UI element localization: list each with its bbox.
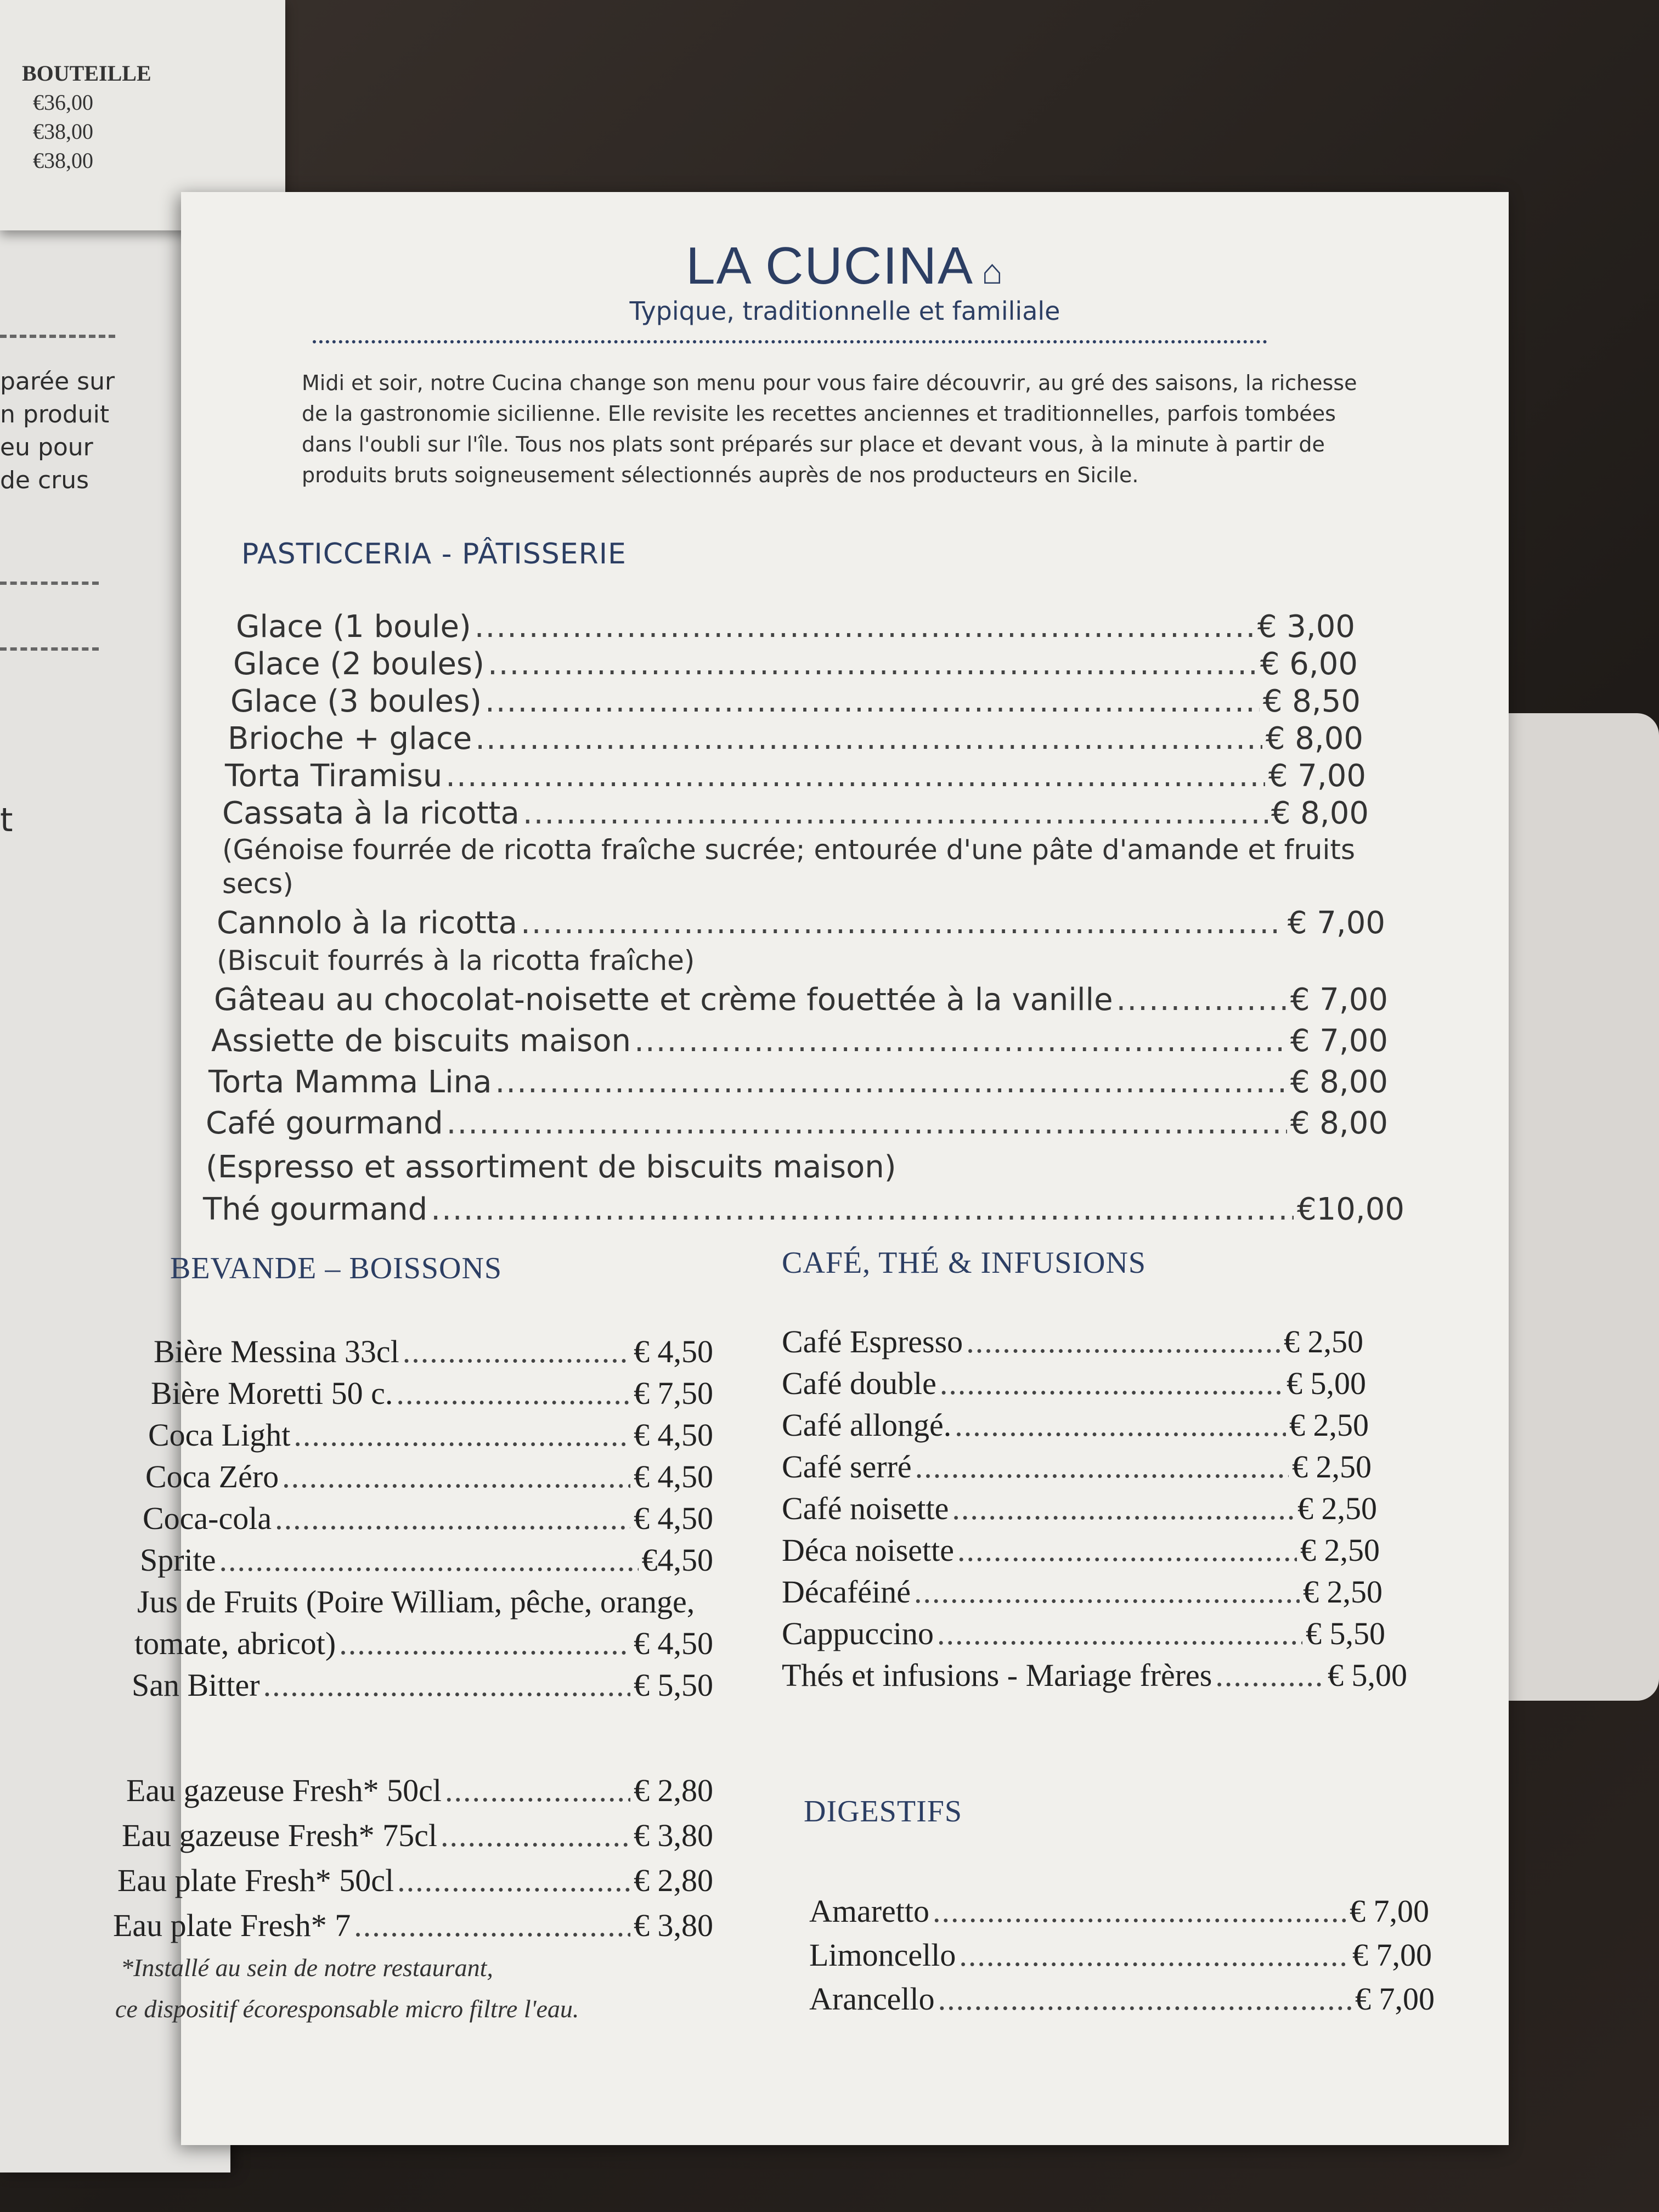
text-fragment: de crus [0, 466, 89, 494]
footnote: *Installé au sein de notre restaurant, [121, 1954, 493, 1982]
menu-page [113, 192, 1509, 2145]
title-text: LA CUCINA [686, 236, 974, 295]
section-title-pasticceria: PASTICCERIA - PÂTISSERIE [241, 538, 627, 571]
wine-price: €38,00 [33, 148, 93, 173]
menu-item: Glace (2 boules) ..... € 6,00 [233, 646, 1358, 682]
menu-item: Eau gazeuse Fresh* 50cl ..... € 2,80 [126, 1772, 713, 1809]
text-fragment: t [0, 801, 13, 839]
menu-item: Coca Zéro ..... € 4,50 [145, 1458, 713, 1495]
divider [0, 582, 99, 585]
menu-item: Cappuccino ..... € 5,50 [782, 1615, 1385, 1652]
item-note: (Génoise fourrée de ricotta fraîche sucrée; entourée d'une pâte d'amande et fruits secs) [222, 834, 1356, 900]
menu-item: Glace (3 boules) ..... € 8,50 [230, 684, 1361, 719]
item-note: (Espresso et assortiment de biscuits maison) [206, 1149, 896, 1185]
menu-item: Coca Light ..... € 4,50 [148, 1417, 713, 1453]
menu-item: Coca-cola ..... € 4,50 [143, 1500, 713, 1537]
text-fragment: parée sur [0, 368, 115, 396]
menu-item: Brioche + glace ..... € 8,00 [228, 721, 1363, 757]
subtitle: Typique, traditionnelle et familiale [629, 296, 1060, 326]
wine-price: €38,00 [33, 119, 93, 144]
section-title-cafe: CAFÉ, THÉ & INFUSIONS [782, 1246, 1147, 1280]
menu-item: Déca noisette ..... € 2,50 [782, 1532, 1380, 1568]
menu-item: Bière Moretti 50 c. ..... € 7,50 [151, 1375, 713, 1412]
menu-item: tomate, abricot) ..... € 4,50 [134, 1625, 713, 1662]
divider [0, 647, 99, 651]
item-note: (Biscuit fourrés à la ricotta fraîche) [217, 945, 695, 977]
menu-item: Eau plate Fresh* 7 ..... € 3,80 [113, 1907, 713, 1944]
menu-item: Thés et infusions - Mariage frères ..... € 5,00 [782, 1657, 1407, 1694]
menu-item: Cassata à la ricotta ..... € 8,00 [222, 795, 1369, 831]
menu-item: Limoncello ..... € 7,00 [809, 1937, 1432, 1973]
menu-item: Glace (1 boule) ..... € 3,00 [236, 609, 1355, 645]
menu-item: Assiette de biscuits maison ..... € 7,00 [211, 1023, 1388, 1059]
menu-item: Torta Mamma Lina ..... € 8,00 [208, 1064, 1388, 1100]
menu-item: Café Espresso ..... € 2,50 [782, 1323, 1363, 1360]
menu-item: Café gourmand ..... € 8,00 [206, 1105, 1388, 1141]
wine-card-header: BOUTEILLE [22, 61, 151, 86]
dotted-divider [313, 340, 1267, 343]
menu-item: Café noisette ..... € 2,50 [782, 1490, 1377, 1527]
section-title-bevande: BEVANDE – BOISSONS [170, 1251, 503, 1285]
text-fragment: eu pour [0, 433, 93, 461]
menu-item: Décaféiné ..... € 2,50 [782, 1573, 1383, 1610]
intro-text: Midi et soir, notre Cucina change son menu pour vous faire découvrir, au gré des saisons, la richesse de la gastronomie sicilienne. Elle revisite les recettes anciennes et traditionnelles, parfois tombées dans l'oubli sur l'île. Tous nos plats sont préparés sur place et devant vous, à la minute à partir de produits bruts soigneusement sélectionnés auprès de nos producteurs en Sicile. [302, 371, 1357, 487]
menu-item-line: Jus de Fruits (Poire William, pêche, orange, [137, 1584, 695, 1620]
menu-item: Arancello ..... € 7,00 [809, 1980, 1435, 2017]
menu-item: Eau gazeuse Fresh* 75cl ..... € 3,80 [122, 1817, 713, 1854]
menu-item: San Bitter ..... € 5,50 [132, 1667, 713, 1703]
page-title [181, 236, 1509, 296]
menu-item: Café double ..... € 5,00 [782, 1365, 1366, 1402]
text-fragment: n produit [0, 400, 110, 428]
menu-item: Torta Tiramisu ..... € 7,00 [225, 758, 1366, 794]
menu-item: Gâteau au chocolat-noisette et crème fouettée à la vanille ..... € 7,00 [214, 982, 1388, 1018]
menu-item: Sprite ..... €4,50 [140, 1542, 713, 1578]
menu-item: Cannolo à la ricotta ..... € 7,00 [217, 905, 1385, 941]
house-icon: ⌂ [981, 252, 1004, 291]
wine-price: €36,00 [33, 90, 93, 115]
menu-item: Café serré ..... € 2,50 [782, 1448, 1372, 1485]
menu-item: Amaretto ..... € 7,00 [809, 1893, 1429, 1929]
section-title-digestifs: DIGESTIFS [804, 1795, 963, 1829]
divider [0, 335, 115, 338]
menu-item: Bière Messina 33cl ..... € 4,50 [154, 1333, 713, 1370]
menu-item: Thé gourmand ..... €10,00 [203, 1192, 1404, 1227]
footnote: ce dispositif écoresponsable micro filtre l'eau. [115, 1995, 579, 2023]
menu-item: Eau plate Fresh* 50cl ..... € 2,80 [117, 1862, 713, 1899]
menu-item: Café allongé. ..... € 2,50 [782, 1407, 1369, 1443]
